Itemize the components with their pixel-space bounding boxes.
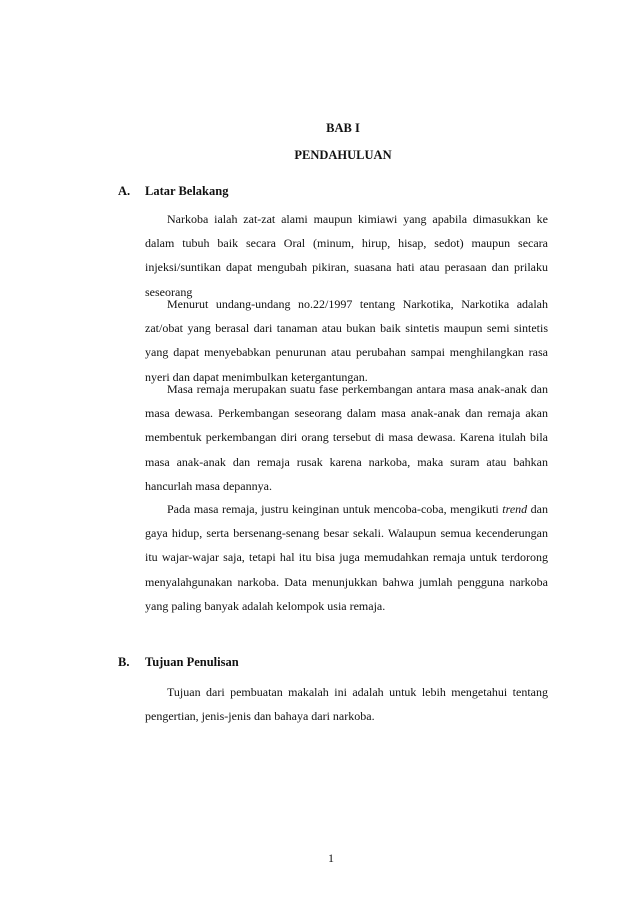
paragraph — [145, 497, 548, 618]
chapter-label: BAB I — [326, 121, 360, 135]
paragraph-text: Menurut undang-undang no.22/1997 tentang Narkotika, Narkotika adalah zat/obat yang berasal dari tanaman atau bukan baik sintetis maupun semi sintetis yang dapat menyebabkan penurunan atau perubahan sampai menghilangkan rasa nyeri dan dapat menimbulkan ketergantungan. — [145, 297, 548, 384]
paragraph-text: Pada masa remaja, justru keinginan untuk mencoba-coba, mengikuti — [167, 502, 503, 516]
paragraph — [145, 377, 548, 498]
paragraph — [145, 207, 548, 304]
section-title: Latar Belakang — [145, 184, 229, 198]
paragraph-text: Narkoba ialah zat-zat alami maupun kimiawi yang apabila dimasukkan ke dalam tubuh baik secara Oral (minum, hirup, hisap, sedot) maupun secara injeksi/suntikan dapat mengubah pikiran, suasana hati atau perasaan dan prilaku seseorang — [145, 212, 548, 299]
paragraph — [145, 680, 548, 728]
section-letter: B. — [118, 655, 130, 669]
page-number: 1 — [328, 851, 334, 865]
section-heading-latar-belakang — [118, 184, 228, 199]
section-heading-tujuan-penulisan — [118, 655, 239, 670]
paragraph-text: Masa remaja merupakan suatu fase perkembangan antara masa anak-anak dan masa dewasa. Perkembangan seseorang dalam masa anak-anak dan remaja akan membentuk perkembangan diri orang tersebut di masa dewasa. Karena itulah bila masa anak-anak dan remaja rusak karena narkoba, maka suram atau bahkan hancurlah masa depannya. — [145, 382, 548, 493]
paragraph — [145, 292, 548, 389]
paragraph-text: Tujuan dari pembuatan makalah ini adalah untuk lebih mengetahui tentang pengertian, jenis-jenis dan bahaya dari narkoba. — [145, 685, 548, 724]
section-title: Tujuan Penulisan — [145, 655, 239, 669]
chapter-title: PENDAHULUAN — [294, 148, 392, 162]
section-letter: A. — [118, 184, 131, 198]
italic-term: trend — [502, 502, 528, 516]
paragraph-text: dan gaya hidup, serta bersenang-senang besar sekali. Walaupun semua kecenderungan itu wajar-wajar saja, tetapi hal itu bisa juga memudahkan remaja untuk terdorong menyalahgunakan narkoba. Data menunjukkan bahwa jumlah pengguna narkoba yang paling banyak adalah kelompok usia remaja. — [145, 502, 548, 613]
